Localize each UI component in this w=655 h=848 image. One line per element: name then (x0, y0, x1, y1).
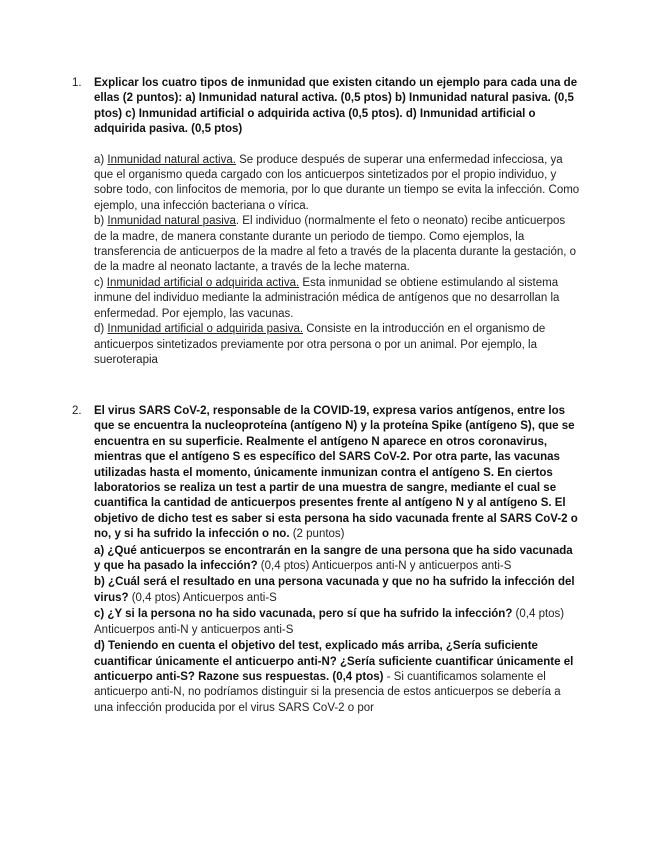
part-a-points: (0,4 ptos) (257, 560, 310, 573)
part-b-points: (0,4 ptos) (128, 591, 181, 604)
answer-c-term: Inmunidad artificial o adquirida activa. (106, 276, 300, 289)
part-d (94, 639, 580, 716)
answer-c: c) Inmunidad artificial o adquirida activa. Esta inmunidad se obtiene estimulando al sistema inmune del individuo mediante la administración médica de antígenos que no desarrollan la enfermedad. Por ejemplo, las vacunas. (94, 276, 560, 320)
answer-c-text: Esta inmunidad se obtiene estimulando al sistema inmune del individuo mediante la administración médica de antígenos que no desarrollan la enfermedad. Por ejemplo, las vacunas. (94, 276, 560, 320)
part-a-answer: Anticuerpos anti-N y anticuerpos anti-S (309, 560, 512, 573)
question-2-number: 2. (72, 405, 82, 417)
part-c-question: c) ¿Y si la persona no ha sido vacunada, pero sí que ha sufrido la infección? (94, 608, 513, 621)
answer-b: b) Inmunidad natural pasiva. El individuo (normalmente el feto o neonato) recibe anticuerpos de la madre, de manera constante durante un periodo de tiempo. Como ejemplos, la transferencia de anticuerpos de la madre al feto a través de la placenta durante la gestación, o de la madre al neonato lactante, a través de la leche materna. (94, 215, 577, 274)
answer-a: a) Inmunidad natural activa. Se produce después de superar una enfermedad infecciosa, ya que el organismo queda cargado con los anticuerpos sintetizados por el propio individuo, y sobre todo, con linfocitos de memoria, por lo que durante un tiempo se evita la infección. Como ejemplo, una infección bacteriana o vírica. (94, 153, 580, 212)
part-d-question: d) Teniendo en cuenta el objetivo del test, explicado más arriba, ¿Sería suficiente cuantificar únicamente el anticuerpo anti-N? ¿Sería suficiente cuantificar únicamente el anticuerpo anti-S? Razone sus respuestas. (0,4 ptos) (94, 640, 574, 683)
part-a-question: a) ¿Qué anticuerpos se encontrarán en la sangre de una persona que ha sido vacunada y que ha pasado la infección? (94, 544, 573, 573)
answer-d: d) Inmunidad artificial o adquirida pasiva. Consiste en la introducción en el organismo de anticuerpos sintetizados previamente por otra persona o por un animal. Por ejemplo, la sueroterapia (94, 323, 546, 366)
answer-b-text: . El individuo (normalmente el feto o neonato) recibe anticuerpos de la madre, de manera constante durante un periodo de tiempo. Como ejemplos, la transferencia de anticuerpos de la madre al feto a través de la placenta durante la gestación, o de la madre al neonato lactante, a través de la leche materna. (94, 215, 577, 274)
question-1 (72, 76, 580, 368)
part-c-answer: Anticuerpos anti-N y anticuerpos anti-S (94, 623, 294, 636)
part-b (94, 575, 580, 606)
part-b-answer: Anticuerpos anti-S (180, 591, 277, 604)
part-b-question: b) ¿Cuál será el resultado en una persona vacunada y que no ha sufrido la infección del virus? (94, 576, 575, 604)
answer-d-term: Inmunidad artificial o adquirida pasiva. (107, 323, 304, 336)
part-a (94, 544, 580, 575)
question-2-intro: El virus SARS CoV-2, responsable de la COVID-19, expresa varios antígenos, entre los que se encuentra la nucleoproteína (antígeno N) y la proteína Spike (antígeno S), que se encuentra en su superficie. Realmente el antígeno N aparece en otros coronavirus, mientras que el antígeno S es específico del SARS CoV-2. Por otra parte, las vacunas utilizadas hasta el momento, únicamente inmunizan contra el antígeno S. En ciertos laboratorios se realiza un test a partir de una muestra de sangre, mediante el cual se cuantifica la cantidad de anticuerpos presentes frente al antígeno N y al antígeno S. El objetivo de dicho test es saber si esta persona ha sido vacunada frente al SARS CoV-2 o no, y si ha sufrido la infección o no. (2 puntos) (94, 405, 578, 541)
answer-b-term: Inmunidad natural pasiva (107, 215, 236, 228)
question-2-points: (2 puntos) (289, 528, 345, 541)
part-d-answer: - Si cuantificamos solamente el anticuerpo anti-N, no podríamos distinguir si la presencia de estos anticuerpos se debería a una infección producida por el virus SARS CoV-2 o por (94, 670, 561, 714)
question-1-number: 1. (72, 77, 82, 89)
answer-d-text: Consiste en la introducción en el organismo de anticuerpos sintetizados previamente por otra persona o por un animal. Por ejemplo, la sueroterapia (94, 323, 546, 366)
answer-a-term: Inmunidad natural activa. (107, 153, 236, 166)
question-2 (72, 404, 580, 716)
part-c (94, 607, 580, 638)
answer-a-text: Se produce después de superar una enfermedad infecciosa, ya que el organismo queda cargado con los anticuerpos sintetizados por el propio individuo, y sobre todo, con linfocitos de memoria, por lo que durante un tiempo se evita la infección. Como ejemplo, una infección bacteriana o vírica. (94, 153, 580, 212)
part-c-points: (0,4 ptos) (512, 608, 565, 621)
question-1-text: Explicar los cuatro tipos de inmunidad que existen citando un ejemplo para cada una de ellas (2 puntos): a) Inmunidad natural activa. (0,5 ptos) b) Inmunidad natural pasiva. (0,5 ptos) c) Inmunidad artificial o adquirida activa (0,5 ptos). d) Inmunidad artificial o adquirida pasiva. (0,5 ptos) (94, 77, 578, 136)
